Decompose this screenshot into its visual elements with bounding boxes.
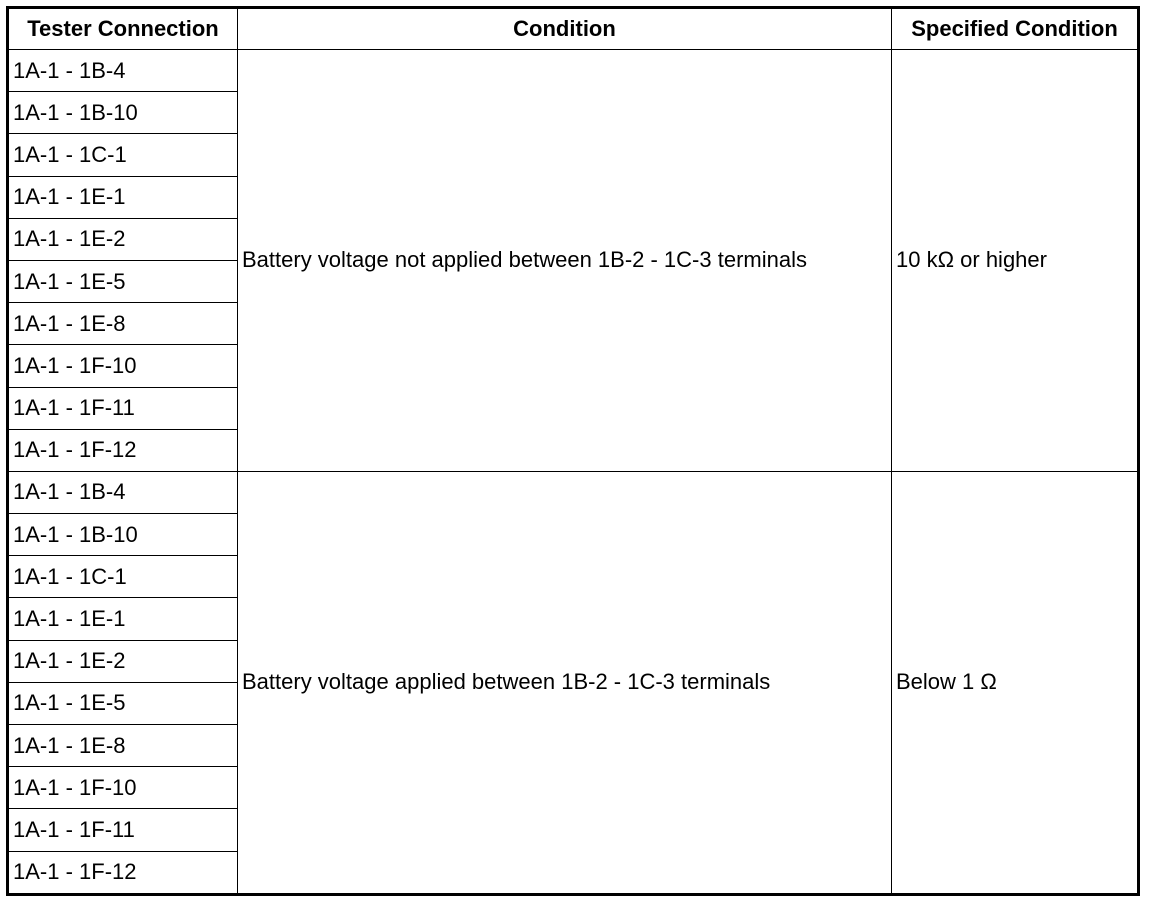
header-tester-connection: Tester Connection [8, 8, 238, 50]
specified-condition-cell: Below 1 Ω [892, 471, 1139, 894]
tester-connection-cell: 1A-1 - 1C-1 [8, 134, 238, 176]
tester-connection-cell: 1A-1 - 1E-2 [8, 218, 238, 260]
condition-cell: Battery voltage not applied between 1B-2 - 1C-3 terminals [238, 50, 892, 472]
tester-connection-cell: 1A-1 - 1F-12 [8, 851, 238, 894]
header-specified-condition: Specified Condition [892, 8, 1139, 50]
tester-connection-cell: 1A-1 - 1F-10 [8, 345, 238, 387]
table-row [8, 50, 1139, 92]
tester-connection-cell: 1A-1 - 1F-11 [8, 387, 238, 429]
tester-connection-cell: 1A-1 - 1E-2 [8, 640, 238, 682]
table-body [8, 50, 1139, 895]
tester-connection-cell: 1A-1 - 1F-10 [8, 767, 238, 809]
specification-table [6, 6, 1140, 896]
header-row [8, 8, 1139, 50]
tester-connection-cell: 1A-1 - 1C-1 [8, 556, 238, 598]
tester-connection-cell: 1A-1 - 1B-10 [8, 92, 238, 134]
tester-connection-cell: 1A-1 - 1E-8 [8, 725, 238, 767]
tester-connection-cell: 1A-1 - 1F-12 [8, 429, 238, 471]
condition-cell: Battery voltage applied between 1B-2 - 1C-3 terminals [238, 471, 892, 894]
tester-connection-cell: 1A-1 - 1E-1 [8, 598, 238, 640]
tester-connection-cell: 1A-1 - 1E-5 [8, 682, 238, 724]
tester-connection-cell: 1A-1 - 1B-4 [8, 471, 238, 513]
tester-connection-cell: 1A-1 - 1F-11 [8, 809, 238, 851]
tester-connection-cell: 1A-1 - 1E-1 [8, 176, 238, 218]
header-condition: Condition [238, 8, 892, 50]
tester-connection-cell: 1A-1 - 1E-8 [8, 303, 238, 345]
tester-connection-cell: 1A-1 - 1B-10 [8, 514, 238, 556]
tester-connection-cell: 1A-1 - 1B-4 [8, 50, 238, 92]
table-row [8, 471, 1139, 513]
tester-connection-cell: 1A-1 - 1E-5 [8, 260, 238, 302]
specified-condition-cell: 10 kΩ or higher [892, 50, 1139, 472]
